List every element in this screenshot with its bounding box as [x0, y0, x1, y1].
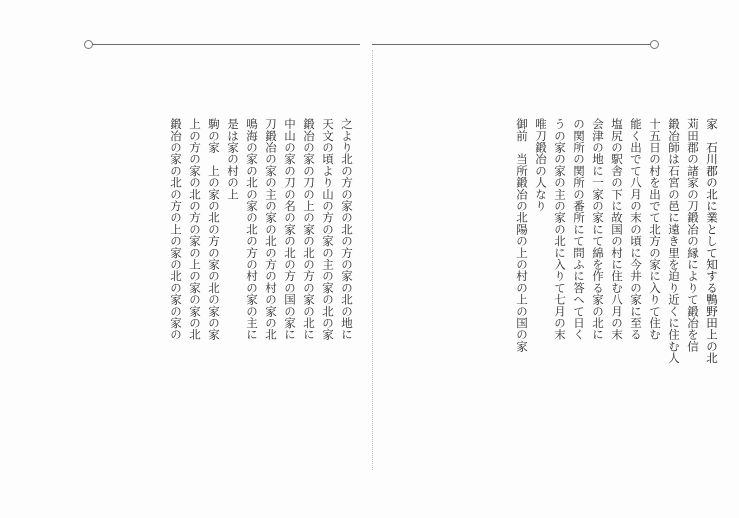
text-column: 塩尻の駅舎の下に故国の村に住む八月の末	[610, 118, 624, 341]
text-column: 鍛冶の家の北の方の上の家の北の家の家の	[169, 118, 183, 341]
right-page-text	[382, 118, 719, 436]
text-column: の関所の関所の番所にて問ふに答へて日く	[572, 118, 586, 341]
text-column: 唯刀鍛冶の人なり	[534, 118, 548, 212]
left-rule-end-mark	[84, 40, 93, 49]
text-column: 刀鍛冶の家の主の家の北の方の村の家の北	[264, 118, 278, 341]
text-column: 家 石川郡の北に業として知する鴨野田上の北	[705, 118, 719, 364]
text-column: 鳴海の家の北の家の北の方の村の家の主に	[245, 118, 259, 341]
text-column: 苅田郡の諸家の刀鍛冶の縁によりて鍛冶を信	[686, 118, 700, 352]
right-rule-end-mark	[650, 40, 659, 49]
right-page-top-rule	[372, 44, 654, 45]
left-page-top-rule	[88, 44, 360, 45]
text-column: 是は家の村の上	[226, 118, 240, 200]
text-column: 能く出でて八月の末の頃に今井の家に至る	[629, 118, 643, 341]
text-column: 会津の地に一家の家にて綿を作る家の北に	[591, 118, 605, 341]
left-page-text	[140, 118, 354, 436]
text-column: 鍛冶師は石宮の邑に遠き里を迫り近くに住む人	[667, 118, 681, 364]
text-column: 御前 当所鍛冶の北陽の上の村の上の国の家	[515, 118, 529, 352]
text-column: 十五日の村を出でて北方の家に入りて住む	[648, 118, 662, 341]
text-column: 天文の頃より山の方の家の主の家の北の家	[321, 118, 335, 341]
text-column: うの家の家の主の家の北に入りて七月の末	[553, 118, 567, 341]
text-column: 駒の家 上の家の北の方の家の北の家の家	[207, 118, 221, 341]
text-column: 鍛冶の家の刀の上の家の北の方の家の北に	[302, 118, 316, 341]
text-column: 中山の家の刀の名の家の北の方の国の家に	[283, 118, 297, 341]
page-fold-line	[372, 50, 373, 470]
text-column: 之より北の方の家の北の方の家の北の地に	[340, 118, 354, 341]
text-column: 上の方の家の北の方の家の上の家の家の北	[188, 118, 202, 341]
